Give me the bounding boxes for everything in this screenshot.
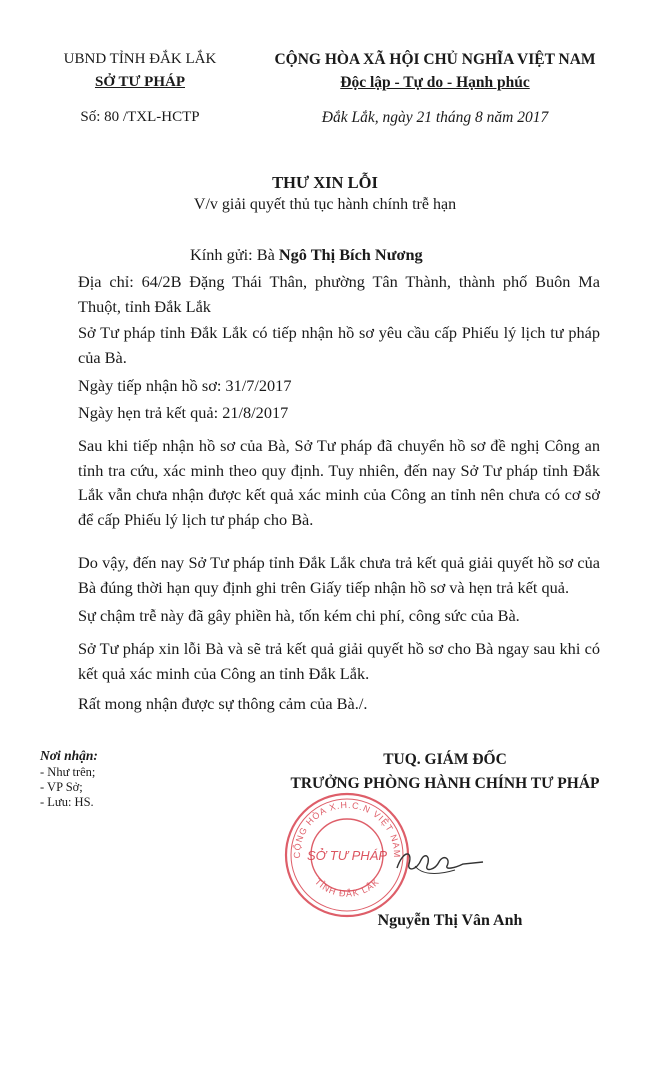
body-paragraph-4: Sự chậm trễ này đã gây phiền hà, tốn kém chi phí, công sức của Bà. (78, 606, 520, 625)
place-date: Đắk Lắk, ngày 21 tháng 8 năm 2017 (321, 109, 549, 126)
body-paragraph-3: Do vậy, đến nay Sở Tư pháp tỉnh Đắk Lắk chưa trả kết quả giải quyết hồ sơ của Bà đúng thời hạn quy định ghi trên Giấy tiếp nhận hồ sơ và hẹn trả kết quả. (78, 553, 600, 597)
seal-bottom-text: TỈNH ĐẮK LẮK (312, 876, 382, 899)
recipient-item: - Như trên; (40, 765, 96, 779)
svg-text:TỈNH ĐẮK LẮK (313, 876, 381, 898)
document-number: Số: 80 /TXL-HCTP (80, 109, 200, 125)
body-paragraph-2: Sau khi tiếp nhận hồ sơ của Bà, Sở Tư pháp đã chuyển hồ sơ đề nghị Công an tỉnh tra cứu, xác minh theo quy định. Tuy nhiên, đến nay Sở Tư pháp tỉnh Đắk Lắk vẫn chưa nhận được kết quả xác minh của Công an tỉnh nên chưa có cơ sở để cấp Phiếu lý lịch tư pháp cho Bà. (78, 436, 600, 529)
national-motto: Độc lập - Tự do - Hạnh phúc (340, 74, 530, 91)
signatory-authority: TUQ. GIÁM ĐỐC (383, 751, 507, 768)
recipients-heading: Nơi nhận: (40, 748, 98, 763)
letter-subject: V/v giải quyết thủ tục hành chính trễ hạn (193, 196, 457, 213)
recipients-list (40, 748, 200, 810)
recipient-item: - Lưu: HS. (40, 795, 94, 809)
issuing-agency-block (40, 48, 240, 129)
recipient-name: Ngô Thị Bích Nương (278, 245, 423, 264)
official-seal (282, 790, 412, 920)
body-paragraph-6: Rất mong nhận được sự thông cảm của Bà./. (78, 694, 368, 713)
agency-name: SỞ TƯ PHÁP (94, 74, 185, 90)
recipient-item: - VP Sở; (40, 780, 83, 794)
salutation (190, 245, 423, 265)
handwritten-signature (395, 840, 485, 880)
body-paragraph-1: Sở Tư pháp tỉnh Đắk Lắk có tiếp nhận hồ sơ yêu cầu cấp Phiếu lý lịch tư pháp của Bà. (78, 323, 600, 367)
seal-outer-text: CỘNG HÒA X.H.C.N VIỆT NAM (291, 799, 403, 859)
nation-name: CỘNG HÒA XÃ HỘI CHỦ NGHĨA VIỆT NAM (274, 51, 596, 68)
seal-center-text: SỞ TƯ PHÁP (306, 848, 388, 863)
signatory-position: TRƯỞNG PHÒNG HÀNH CHÍNH TƯ PHÁP (290, 775, 600, 792)
due-date: Ngày hẹn trả kết quả: 21/8/2017 (78, 403, 289, 422)
signature-block (255, 748, 635, 796)
salutation-prefix: Kính gửi: Bà (190, 245, 279, 264)
agency-parent: UBND TỈNH ĐẮK LẮK (63, 51, 217, 67)
recipient-address: Địa chỉ: 64/2B Đặng Thái Thân, phường Tân Thành, thành phố Buôn Ma Thuột, tỉnh Đắk Lắk (78, 272, 600, 316)
letter-title: THƯ XIN LỖI (272, 173, 378, 192)
received-date: Ngày tiếp nhận hồ sơ: 31/7/2017 (78, 376, 292, 395)
national-title-block (255, 48, 615, 129)
signer-name: Nguyễn Thị Vân Anh (377, 912, 523, 929)
body-paragraph-5: Sở Tư pháp xin lỗi Bà và sẽ trả kết quả giải quyết hồ sơ cho Bà ngay sau khi có kết quả xác minh của Công an tỉnh Đắk Lắk. (78, 639, 600, 683)
